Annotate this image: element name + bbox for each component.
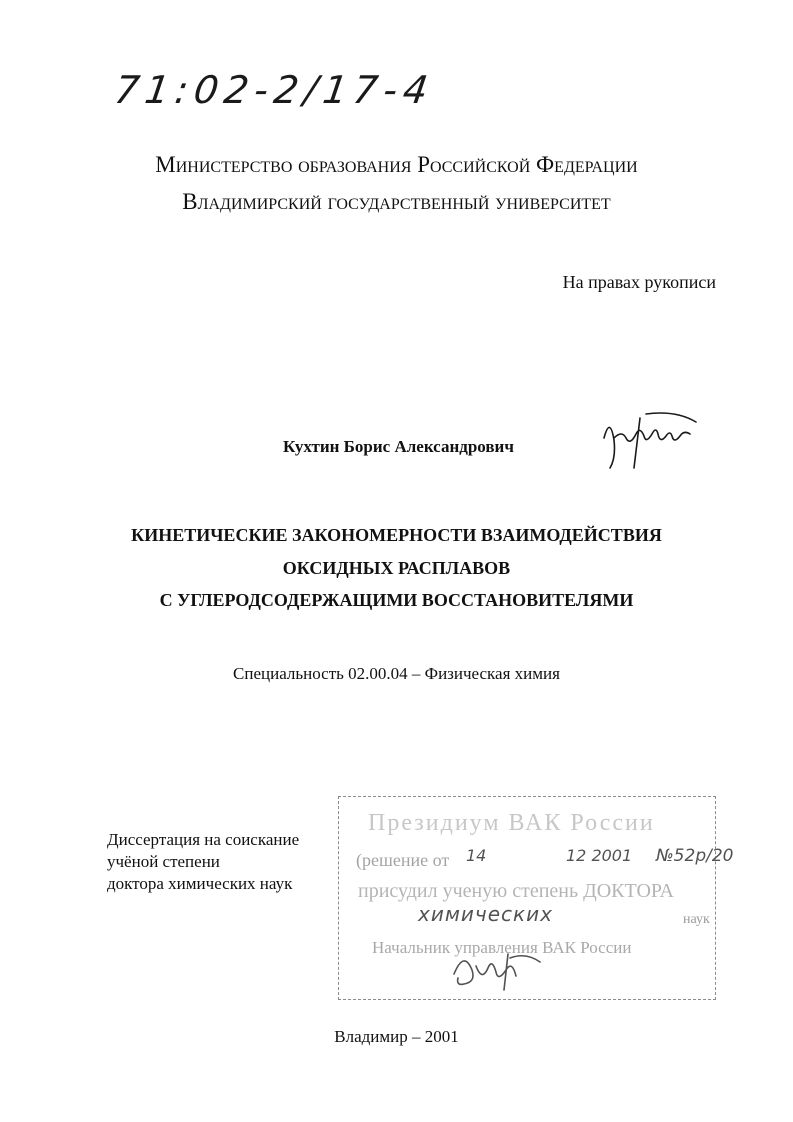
- author-name: Кухтин Борис Александрович: [283, 437, 514, 456]
- stamp-hand-number: №52р/20: [656, 846, 734, 866]
- city-year: Владимир – 2001: [334, 1027, 459, 1046]
- stamp-line-4: наук: [683, 912, 710, 927]
- title-line-2: ОКСИДНЫХ РАСПЛАВОВ: [282, 558, 511, 578]
- author-signature: [596, 408, 716, 478]
- stamp-hand-field: химических: [418, 902, 553, 926]
- vak-stamp: [338, 796, 734, 1000]
- degree-line-2: учёной степени: [107, 852, 220, 871]
- stamp-line-2: (решение от: [356, 850, 450, 870]
- degree-line-1: Диссертация на соискание: [107, 830, 300, 849]
- stamp-line-1: Президиум ВАК России: [368, 810, 655, 836]
- title-line-3: С УГЛЕРОДСОДЕРЖАЩИМИ ВОССТАНОВИТЕЛЯМИ: [159, 590, 634, 610]
- stamp-line-5: Начальник управления ВАК России: [372, 938, 632, 957]
- stamp-hand-month: 12 2001: [566, 846, 633, 865]
- title-line-1: КИНЕТИЧЕСКИЕ ЗАКОНОМЕРНОСТИ ВЗАИМОДЕЙСТВИЯ: [131, 525, 662, 545]
- specialty: Специальность 02.00.04 – Физическая химия: [233, 664, 560, 683]
- archive-code: 71:02-2/17-4: [111, 68, 437, 112]
- stamp-signature: [448, 944, 548, 994]
- university-heading: Владимирский государственный университет: [182, 189, 611, 214]
- ministry-heading: Министерство образования Российской Федерации: [155, 152, 638, 177]
- rights-note: На правах рукописи: [562, 272, 716, 292]
- degree-line-3: доктора химических наук: [107, 874, 293, 893]
- stamp-line-3: присудил ученую степень ДОКТОРА: [358, 880, 674, 902]
- stamp-hand-day: 14: [466, 846, 487, 865]
